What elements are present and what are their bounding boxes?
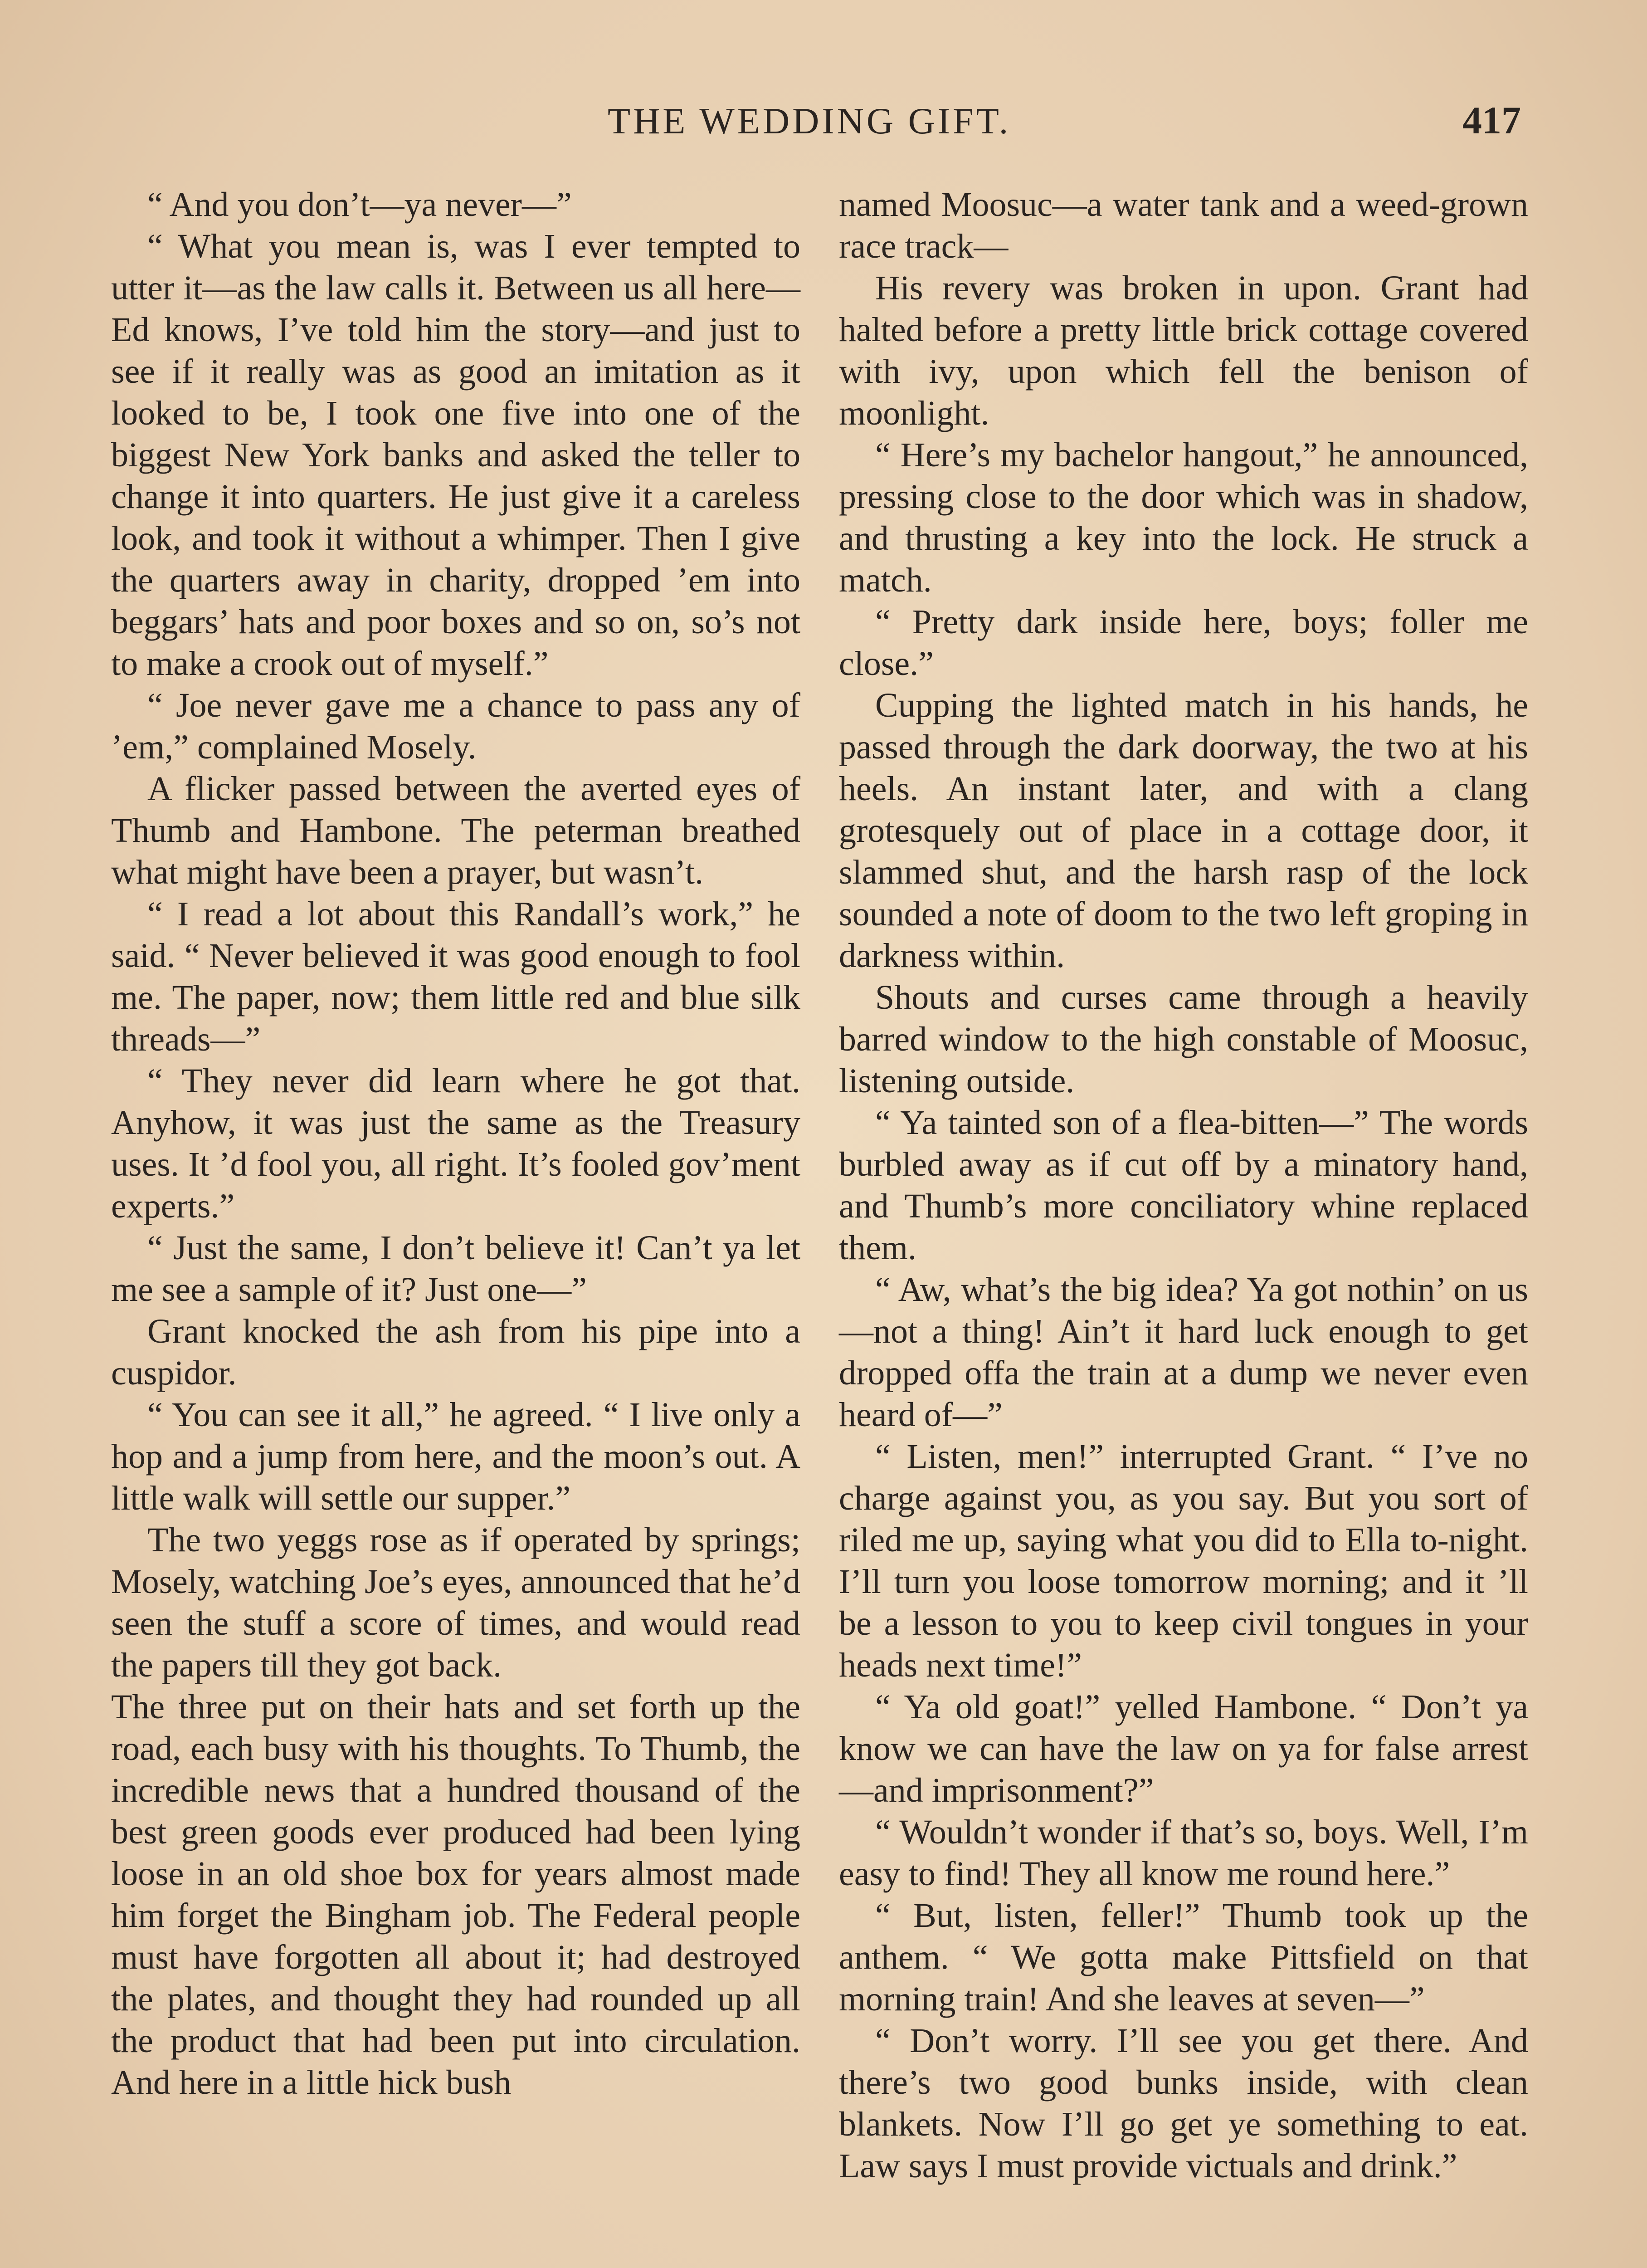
paragraph: “ Wouldn’t wonder if that’s so, boys. Well, I’m easy to find! They all know me round here.” bbox=[839, 1813, 1528, 1893]
right-text-column bbox=[839, 184, 1528, 2187]
paragraph: Shouts and curses came through a heavily barred window to the high constable of Moosuc, listening outside. bbox=[839, 978, 1528, 1100]
paragraph: “ Joe never gave me a chance to pass any of ’em,” complained Mosely. bbox=[111, 686, 800, 766]
paragraph: “ I read a lot about this Randall’s work,” he said. “ Never believed it was good enough to fool me. The paper, now; them little red and blue silk threads—” bbox=[111, 895, 800, 1058]
paragraph: “ Listen, men!” interrupted Grant. “ I’ve no charge against you, as you say. But you sort of riled me up, saying what you did to Ella to-night. I’ll turn you loose tomorrow morning; and it ’ll be a lesson to you to keep civil tongues in your heads next time!” bbox=[839, 1437, 1528, 1684]
paragraph: A flicker passed between the averted eyes of Thumb and Hambone. The peterman breathed what might have been a prayer, but wasn’t. bbox=[111, 770, 800, 891]
paragraph: “ Pretty dark inside here, boys; foller me close.” bbox=[839, 603, 1528, 683]
paragraph: “ Aw, what’s the big idea? Ya got nothin’ on us—not a thing! Ain’t it hard luck enough to get dropped offa the train at a dump we never even heard of—” bbox=[839, 1271, 1528, 1434]
paragraph: “ Just the same, I don’t believe it! Can’t ya let me see a sample of it? Just one—” bbox=[111, 1229, 800, 1309]
paragraph: Cupping the lighted match in his hands, he passed through the dark doorway, the two at his heels. An instant later, and with a clang grotesquely out of place in a cottage door, it slammed shut, and the harsh rasp of the lock sounded a note of doom to the two left groping in darkness within. bbox=[839, 686, 1528, 975]
left-text-column bbox=[111, 184, 800, 2103]
paragraph: “ Don’t worry. I’ll see you get there. And there’s two good bunks inside, with clean blankets. Now I’ll go get ye something to eat. Law says I must provide victuals and drink.” bbox=[839, 2022, 1528, 2185]
paragraph: “ But, listen, feller!” Thumb took up the anthem. “ We gotta make Pittsfield on that morning train! And she leaves at seven—” bbox=[839, 1897, 1528, 2018]
running-head: THE WEDDING GIFT. bbox=[608, 100, 1011, 142]
paragraph: The two yeggs rose as if operated by springs; Mosely, watching Joe’s eyes, announced that he’d seen the stuff a score of times, and would read the papers till they got back. bbox=[111, 1521, 800, 1684]
paragraph: The three put on their hats and set forth up the road, each busy with his thoughts. To Thumb, the incredible news that a hundred thousand of the best green goods ever produced had been lying loose in an old shoe box for years almost made him forget the Bingham job. The Federal people must have forgotten all about it; had destroyed the plates, and thought they had rounded up all the product that had been put into circulation. And here in a little hick bush bbox=[111, 1688, 800, 2102]
paragraph: named Moosuc—a water tank and a weed-grown race track— bbox=[839, 186, 1528, 265]
page-number: 417 bbox=[1462, 98, 1521, 142]
paragraph: His revery was broken in upon. Grant had halted before a pretty little brick cottage covered with ivy, upon which fell the benison of moonlight. bbox=[839, 269, 1528, 432]
paragraph: “ You can see it all,” he agreed. “ I live only a hop and a jump from here, and the moon’s out. A little walk will settle our supper.” bbox=[111, 1396, 800, 1517]
paragraph: “ And you don’t—ya never—” bbox=[147, 186, 572, 224]
paragraph: “ Ya old goat!” yelled Hambone. “ Don’t ya know we can have the law on ya for false arrest—and imprisonment?” bbox=[839, 1688, 1528, 1809]
paragraph: “ Here’s my bachelor hangout,” he announced, pressing close to the door which was in shadow, and thrusting a key into the lock. He struck a match. bbox=[839, 436, 1528, 599]
paragraph: “ They never did learn where he got that. Anyhow, it was just the same as the Treasury uses. It ’d fool you, all right. It’s fooled gov’ment experts.” bbox=[111, 1062, 800, 1225]
paragraph: Grant knocked the ash from his pipe into a cuspidor. bbox=[111, 1312, 800, 1392]
paragraph: “ What you mean is, was I ever tempted to utter it—as the law calls it. Between us all here—Ed knows, I’ve told him the story—and just to see if it really was as good an imitation as it looked to be, I took one five into one of the biggest New York banks and asked the teller to change it into quarters. He just give it a careless look, and took it without a whimper. Then I give the quarters away in charity, dropped ’em into beggars’ hats and poor boxes and so on, so’s not to make a crook out of myself.” bbox=[111, 227, 800, 683]
paragraph: “ Ya tainted son of a flea-bitten—” The words burbled away as if cut off by a minatory hand, and Thumb’s more conciliatory whine replaced them. bbox=[839, 1104, 1528, 1267]
